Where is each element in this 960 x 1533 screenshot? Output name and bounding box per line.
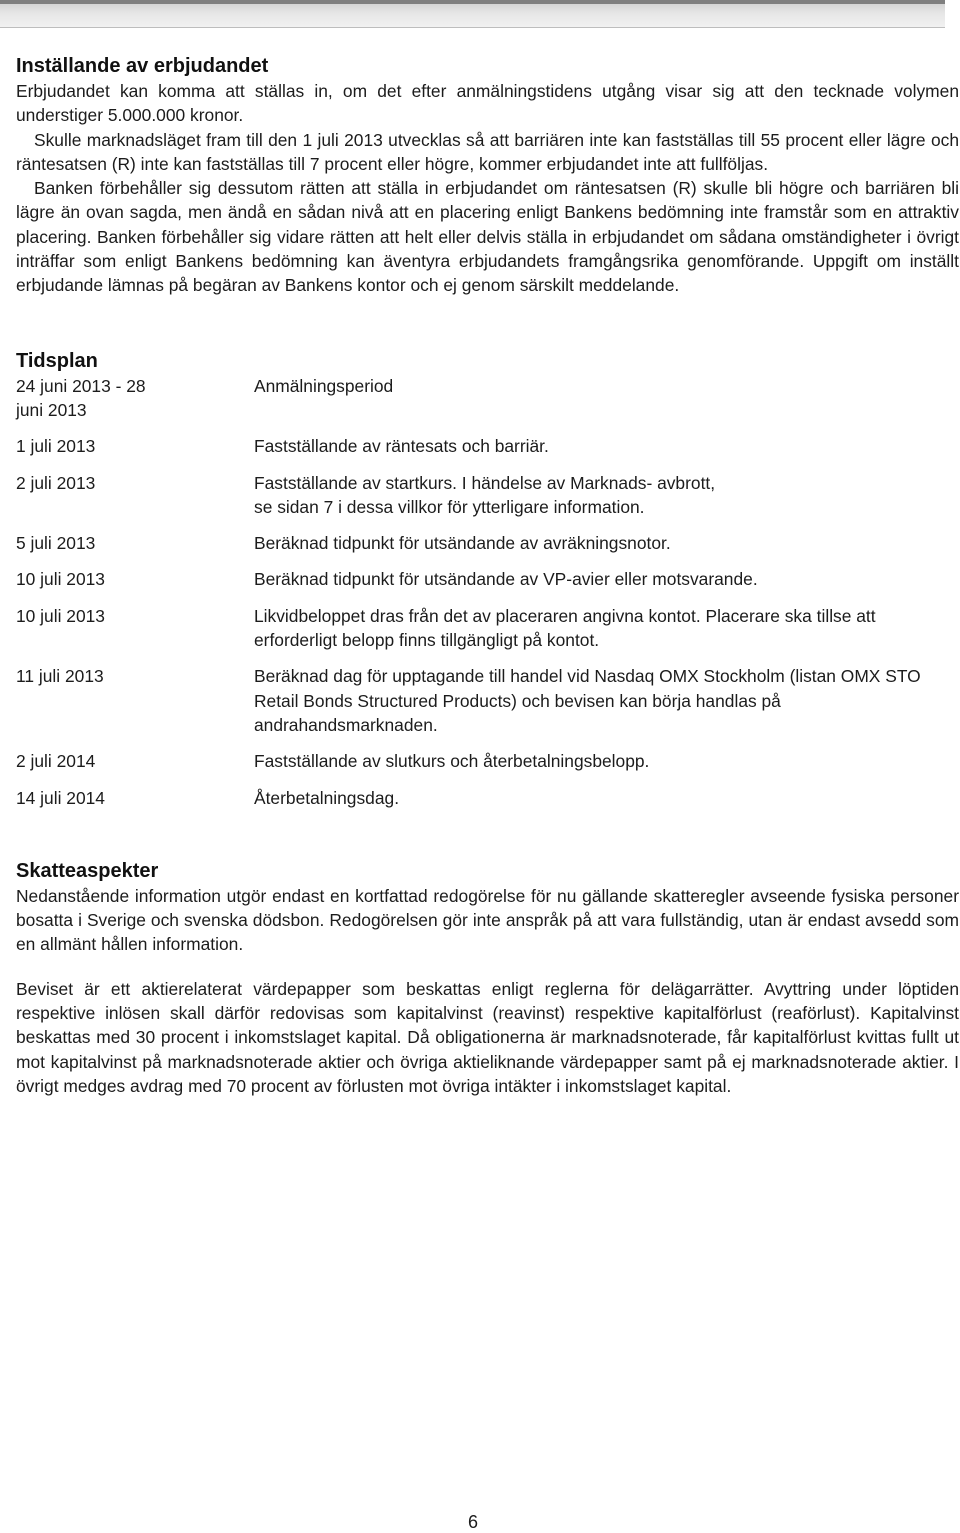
page-number bbox=[0, 1511, 960, 1533]
schedule-text: Återbetalningsdag. bbox=[254, 787, 400, 808]
page-content bbox=[16, 53, 959, 1098]
schedule-section bbox=[16, 348, 959, 810]
schedule-text: Beräknad dag för upptagande till handel vid Nasdaq OMX Stockholm (listan OMX STO Retail Bonds Structured Products) och bevisen kan börja handlas på andrahandsmarknaden. bbox=[254, 666, 921, 735]
cancel-paragraph-2: Skulle marknadsläget fram till den 1 juli 2013 utvecklas så att barriären inte kan fastställas till 55 procent eller lägre och räntesatsen (R) inte kan fastställas till 7 procent eller högre, kommer erbjudandet inte att fullföljas. bbox=[16, 129, 959, 174]
tax-paragraph-1: Nedanstående information utgör endast en kortfattad redogörelse för nu gällande skatteregler avseende fysiska personer bosatta i Sverige och svenska dödsbon. Redogörelsen gör inte anspråk på att vara fullständig, utan är endast avsedd som en allmänt hållen information. bbox=[16, 885, 959, 955]
schedule-date: 10 juli 2013 bbox=[16, 569, 105, 590]
cancel-paragraph-3: Banken förbehåller sig dessutom rätten att ställa in erbjudandet om räntesatsen (R) skulle bli högre och barriären bli lägre än ovan sagda, men ändå en sådan nivå att en placering enligt Bankens bedömning inte framstår som en attraktiv placering. Banken förbehåller sig vidare rätten att helt eller delvis ställa in erbjudandet om sådana omständigheter i övrigt inträffar som enligt Bankens bedömning kan äventyra erbjudandets framgångsrika genomförande. Uppgift om inställt erbjudande lämnas på begäran av Bankens kontor och ej genom särskilt meddelande. bbox=[16, 178, 959, 296]
schedule-text: Likvidbeloppet dras från det av placeraren angivna kontot. Placerare ska tillse att erforderligt belopp finns tillgängligt på kontot. bbox=[254, 605, 876, 651]
schedule-date: 2 juli 2013 bbox=[16, 472, 96, 493]
schedule-text: Anmälningsperiod bbox=[254, 375, 394, 396]
tax-section bbox=[16, 858, 959, 1098]
schedule-text: Fastställande av räntesats och barriär. bbox=[254, 436, 549, 457]
schedule-date: 1 juli 2013 bbox=[16, 436, 96, 457]
schedule-row bbox=[16, 749, 959, 773]
schedule-row bbox=[16, 531, 959, 555]
schedule-text: Beräknad tidpunkt för utsändande av avräkningsnotor. bbox=[254, 533, 671, 554]
schedule-row bbox=[16, 471, 959, 520]
schedule-date: 2 juli 2014 bbox=[16, 751, 96, 772]
schedule-row bbox=[16, 567, 959, 591]
tax-paragraph-2: Beviset är ett aktierelaterat värdepapper som beskattas enligt reglerna för delägarrätter. Avyttring under löptiden respektive inlösen skall därför redovisas som kapitalvinst (reavinst) respektive kapitalförlust (reaförlust). Kapitalvinst beskattas med 30 procent i inkomstslaget kapital. Då obligationerna är marknadsnoterade, får kapitalförlust kvittas fullt ut mot kapitalvinst på marknadsnoterade aktier och övriga aktieliknande värdepapper samt på ej marknadsnoterade aktier. I övrigt medges avdrag med 70 procent av förlusten mot övriga intäkter i inkomstslaget kapital. bbox=[16, 978, 959, 1096]
schedule-heading: Tidsplan bbox=[16, 349, 98, 372]
cancel-heading: Inställande av erbjudandet bbox=[16, 55, 269, 77]
schedule-date: 14 juli 2014 bbox=[16, 787, 105, 808]
schedule-text: Fastställande av startkurs. I händelse av Marknads- avbrott, se sidan 7 i dessa villkor för ytterligare information. bbox=[254, 472, 716, 517]
schedule-date: 10 juli 2013 bbox=[16, 605, 105, 626]
tax-heading: Skatteaspekter bbox=[16, 859, 159, 882]
cancel-section bbox=[16, 53, 959, 298]
schedule-text: Fastställande av slutkurs och återbetalningsbelopp. bbox=[254, 751, 650, 772]
schedule-date: 24 juni 2013 - 28 juni 2013 bbox=[16, 375, 146, 420]
schedule-row bbox=[16, 604, 959, 653]
schedule-date: 11 juli 2013 bbox=[16, 666, 104, 687]
schedule-row bbox=[16, 434, 959, 458]
schedule-row bbox=[16, 786, 959, 810]
cancel-paragraph-1: Erbjudandet kan komma att ställas in, om det efter anmälningstidens utgång visar sig att den tecknade volymen understiger 5.000.000 kronor. bbox=[16, 81, 959, 126]
page-number-text: 6 bbox=[467, 1512, 478, 1532]
schedule-text: Beräknad tidpunkt för utsändande av VP-avier eller motsvarande. bbox=[254, 569, 758, 590]
schedule-row bbox=[16, 664, 959, 737]
schedule-date: 5 juli 2013 bbox=[16, 533, 96, 554]
schedule-row bbox=[16, 374, 959, 423]
page-header-bar bbox=[0, 0, 945, 28]
